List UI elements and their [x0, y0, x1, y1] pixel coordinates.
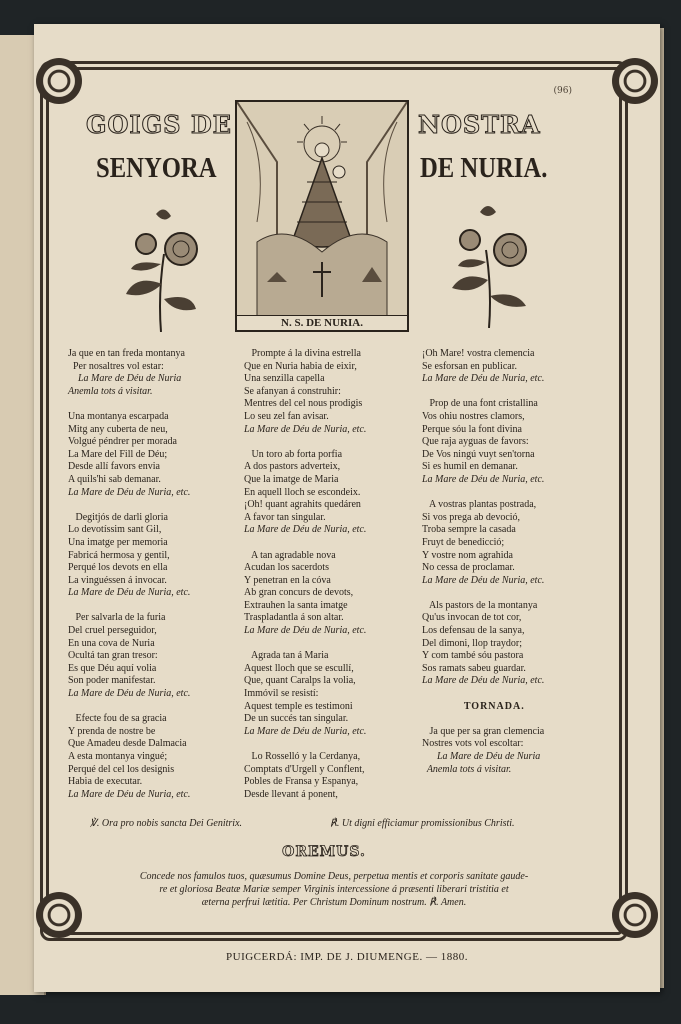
verse-line: La Mare del Fill de Déu;	[68, 448, 168, 460]
verse-line: Que la imatge de Maria	[244, 473, 339, 485]
verse-line: Y vostre nom agrahida	[422, 549, 513, 561]
engraving-caption: N. S. DE NURIA.	[237, 315, 407, 330]
verse-line: La Mare de Déu de Nuria, etc.	[244, 625, 367, 637]
verse-line: La Mare de Déu de Nuria, etc.	[68, 788, 191, 800]
verse-line	[422, 587, 544, 600]
verse-line: Si vos prega ab devoció,	[422, 511, 521, 523]
verse-line: Perque sóu la font divina	[422, 423, 522, 435]
verse-line: La Mare de Déu de Nuria, etc.	[244, 423, 367, 435]
verse-line: Que Amadeu desde Dalmacia	[68, 738, 187, 750]
verse-line: Un toro ab forta porfia	[244, 448, 343, 460]
verse-line: Degitjós de darli gloria	[68, 511, 168, 523]
verse-line: ¡Oh Mare! vostra clemencia	[422, 348, 535, 359]
closing-prayer	[74, 870, 594, 909]
corner-ornament-icon	[612, 58, 658, 104]
verse-line: A esta montanya vingué;	[68, 751, 168, 762]
verse-line: Del cruel perseguidor,	[68, 625, 157, 637]
verse-line: Lo Rosselló y la Cerdanya,	[244, 751, 361, 762]
verse-line: Ab gran concurs de devots,	[244, 587, 354, 599]
verse-line: Anemla tots á visitar.	[68, 385, 153, 397]
verse-line: Que en Nuria habia de eixir,	[244, 360, 357, 372]
verse-line: Nostres vots vol escoltar:	[422, 738, 524, 750]
verse-line: TORNADA.	[422, 700, 525, 712]
verse-line: La Mare de Déu de Nuria, etc.	[244, 524, 367, 536]
prayer-line: æterna perfrui lætitia. Per Christum Dominum nostrum. ℟. Amen.	[201, 897, 467, 908]
verse-line: No cessa de proclamar.	[422, 562, 515, 574]
verse-line: Perqué del cel los designis	[68, 763, 175, 775]
response-text: ℟. Ut digni efficiamur promissionibus Christi.	[330, 818, 515, 829]
verse-line	[244, 537, 366, 550]
verse-line: Troba sempre la casada	[422, 524, 516, 536]
verse-line	[422, 713, 544, 726]
verse-line: Sos ramats sabeu guardar.	[422, 662, 526, 674]
verse-line: Per salvarla de la furia	[68, 612, 166, 624]
hymn-column-3	[422, 348, 544, 776]
verse-line: La Mare de Déu de Nuria	[68, 373, 182, 385]
verse-line: La Mare de Déu de Nuria, etc.	[422, 373, 545, 385]
verse-line: Ja que en tan freda montanya	[68, 348, 185, 359]
verse-line: Lo seu zel fan avisar.	[244, 410, 329, 422]
verse-line: Que, quant Caralps la volia,	[244, 675, 356, 687]
rose-ornament-icon	[116, 204, 206, 332]
verse-line: Y prenda de nostre be	[68, 725, 156, 737]
oremus-heading: OREMUS.	[282, 844, 366, 860]
verse-line: Prompte á la divina estrella	[244, 348, 361, 359]
verse-line: Comptats d'Urgell y Conflent,	[244, 763, 365, 775]
verse-line: Los defensau de la sanya,	[422, 625, 525, 637]
verse-line: Prop de una font cristallina	[422, 398, 538, 410]
verse-line: La Mare de Déu de Nuria, etc.	[422, 574, 545, 586]
verse-line: Pobles de Fransa y Espanya,	[244, 776, 359, 788]
verse-line: La Mare de Déu de Nuria, etc.	[422, 473, 545, 485]
verse-line: A dos pastors adverteix,	[244, 461, 341, 473]
verse-line	[68, 499, 190, 512]
verse-line	[68, 600, 190, 613]
title-nostra: NOSTRA	[418, 110, 541, 139]
verse-line: Lo devotíssim sant Gil,	[68, 524, 162, 536]
virgin-figure-icon	[237, 102, 407, 316]
verse-line: Se afanyan á construhir:	[244, 385, 341, 397]
verse-line: Volgué péndrer per morada	[68, 436, 177, 448]
verse-line: Fabricá hermosa y gentil,	[68, 549, 170, 561]
verse-line: Una imatge per memoria	[68, 536, 168, 548]
verse-line: Desde llevant á ponent,	[244, 788, 338, 800]
verse-line: A vostras plantas postrada,	[422, 499, 537, 511]
verse-line: A quils'hi sab demanar.	[68, 473, 161, 485]
verse-line: Ja que per sa gran clemencia	[422, 725, 545, 737]
verse-line: La Mare de Déu de Nuria, etc.	[68, 688, 191, 700]
verse-line: Immóvil se resistí:	[244, 688, 319, 700]
verse-line: Qu'us invocan de tot cor,	[422, 612, 522, 624]
printer-imprint: PUIGCERDÁ: IMP. DE J. DIUMENGE. — 1880.	[226, 951, 468, 963]
verse-line: De un succés tan singular.	[244, 713, 349, 725]
verse-line: Perqué los devots en ella	[68, 562, 168, 574]
prayer-line: Concede nos famulos tuos, quæsumus Domine Deus, perpetua mentis et corporis sanitate gaude-	[139, 871, 529, 882]
verse-line: Que raja ayguas de favors:	[422, 436, 529, 448]
verse-line: Extrauhen la santa imatge	[244, 599, 348, 611]
rose-ornament-icon	[444, 200, 534, 328]
verse-line	[68, 701, 190, 714]
verse-line: Per nosaltres vol estar:	[68, 360, 164, 372]
verse-line	[422, 688, 544, 701]
verse-line: Una montanya escarpada	[68, 410, 169, 422]
hymn-column-2	[244, 348, 366, 801]
title-de-nuria: DE NURIA.	[420, 152, 548, 184]
verse-line: Mitg any cuberta de neu,	[68, 423, 168, 435]
hymn-column-1	[68, 348, 190, 801]
verse-line: Aquest lloch que se escullí,	[244, 662, 354, 674]
verse-line: Es que Déu aquí volia	[68, 662, 157, 674]
verse-line	[422, 487, 544, 500]
verse-line: Habia de executar.	[68, 776, 143, 788]
verse-line: La Mare de Déu de Nuria, etc.	[68, 587, 191, 599]
verse-line: Si es humil en demanar.	[422, 461, 518, 473]
versicle-text: ℣. Ora pro nobis sancta Dei Genitrix.	[90, 818, 243, 829]
verse-line: Mentres del cel nous prodigis	[244, 398, 363, 410]
verse-line: Desde allí favors envia	[68, 461, 160, 473]
verse-line	[244, 738, 366, 751]
verse-line: La Mare de Déu de Nuria, etc.	[68, 486, 191, 498]
verse-line: Ocultá tan gran tresor:	[68, 650, 158, 662]
verse-line: La Mare de Déu de Nuria, etc.	[244, 725, 367, 737]
verse-line	[68, 398, 190, 411]
verse-line: ¡Oh! quant agrahits quedáren	[244, 499, 361, 511]
verse-line	[244, 638, 366, 651]
verse-line: Fruyt de benedicció;	[422, 536, 505, 548]
verse-line	[244, 436, 366, 449]
verse-line: Efecte fou de sa gracia	[68, 713, 167, 725]
verse-line: A tan agradable nova	[244, 549, 336, 561]
verse-line: En aquell lloch se escondeix.	[244, 486, 361, 498]
verse-line: Se esforsan en publicar.	[422, 360, 517, 372]
corner-ornament-icon	[612, 892, 658, 938]
document-page	[34, 24, 660, 992]
verse-line: En una cova de Nuria	[68, 637, 155, 649]
verse-line: La Mare de Déu de Nuria	[422, 751, 541, 762]
prayer-line: re et gloriosa Beatæ Mariæ semper Virginis intercessione á præsenti liberari tristitia et	[159, 884, 509, 895]
verse-line: Vos ohiu nostres clamors,	[422, 410, 525, 422]
verse-line: La vinguéssen á invocar.	[68, 574, 167, 586]
verse-line: Y penetran en la cóva	[244, 574, 331, 586]
verse-line: Anemla tots á visitar.	[422, 763, 512, 775]
verse-line: Y com també sóu pastora	[422, 650, 524, 662]
title-goigs-de: GOIGS DE	[86, 110, 232, 139]
verse-line: Del dimoni, llop traydor;	[422, 637, 522, 649]
verse-line: Traspladantla á son altar.	[244, 612, 344, 624]
verse-line	[422, 386, 544, 399]
verse-line: Aquest temple es testimoni	[244, 700, 353, 712]
verse-line: De Vos ningú vuyt sen'torna	[422, 448, 535, 460]
virgin-engraving	[235, 100, 409, 332]
corner-ornament-icon	[36, 58, 82, 104]
page-mark: (96)	[553, 86, 572, 96]
verse-line: Son poder manifestar.	[68, 675, 156, 687]
verse-line: A favor tan singular.	[244, 511, 326, 523]
verse-line: Acudan los sacerdots	[244, 562, 329, 574]
title-senyora: SENYORA	[96, 152, 217, 184]
verse-line: Agrada tan á Maria	[244, 650, 329, 662]
verse-line: Una senzilla capella	[244, 373, 325, 385]
verse-line: La Mare de Déu de Nuria, etc.	[422, 675, 545, 687]
verse-line: Als pastors de la montanya	[422, 599, 538, 611]
